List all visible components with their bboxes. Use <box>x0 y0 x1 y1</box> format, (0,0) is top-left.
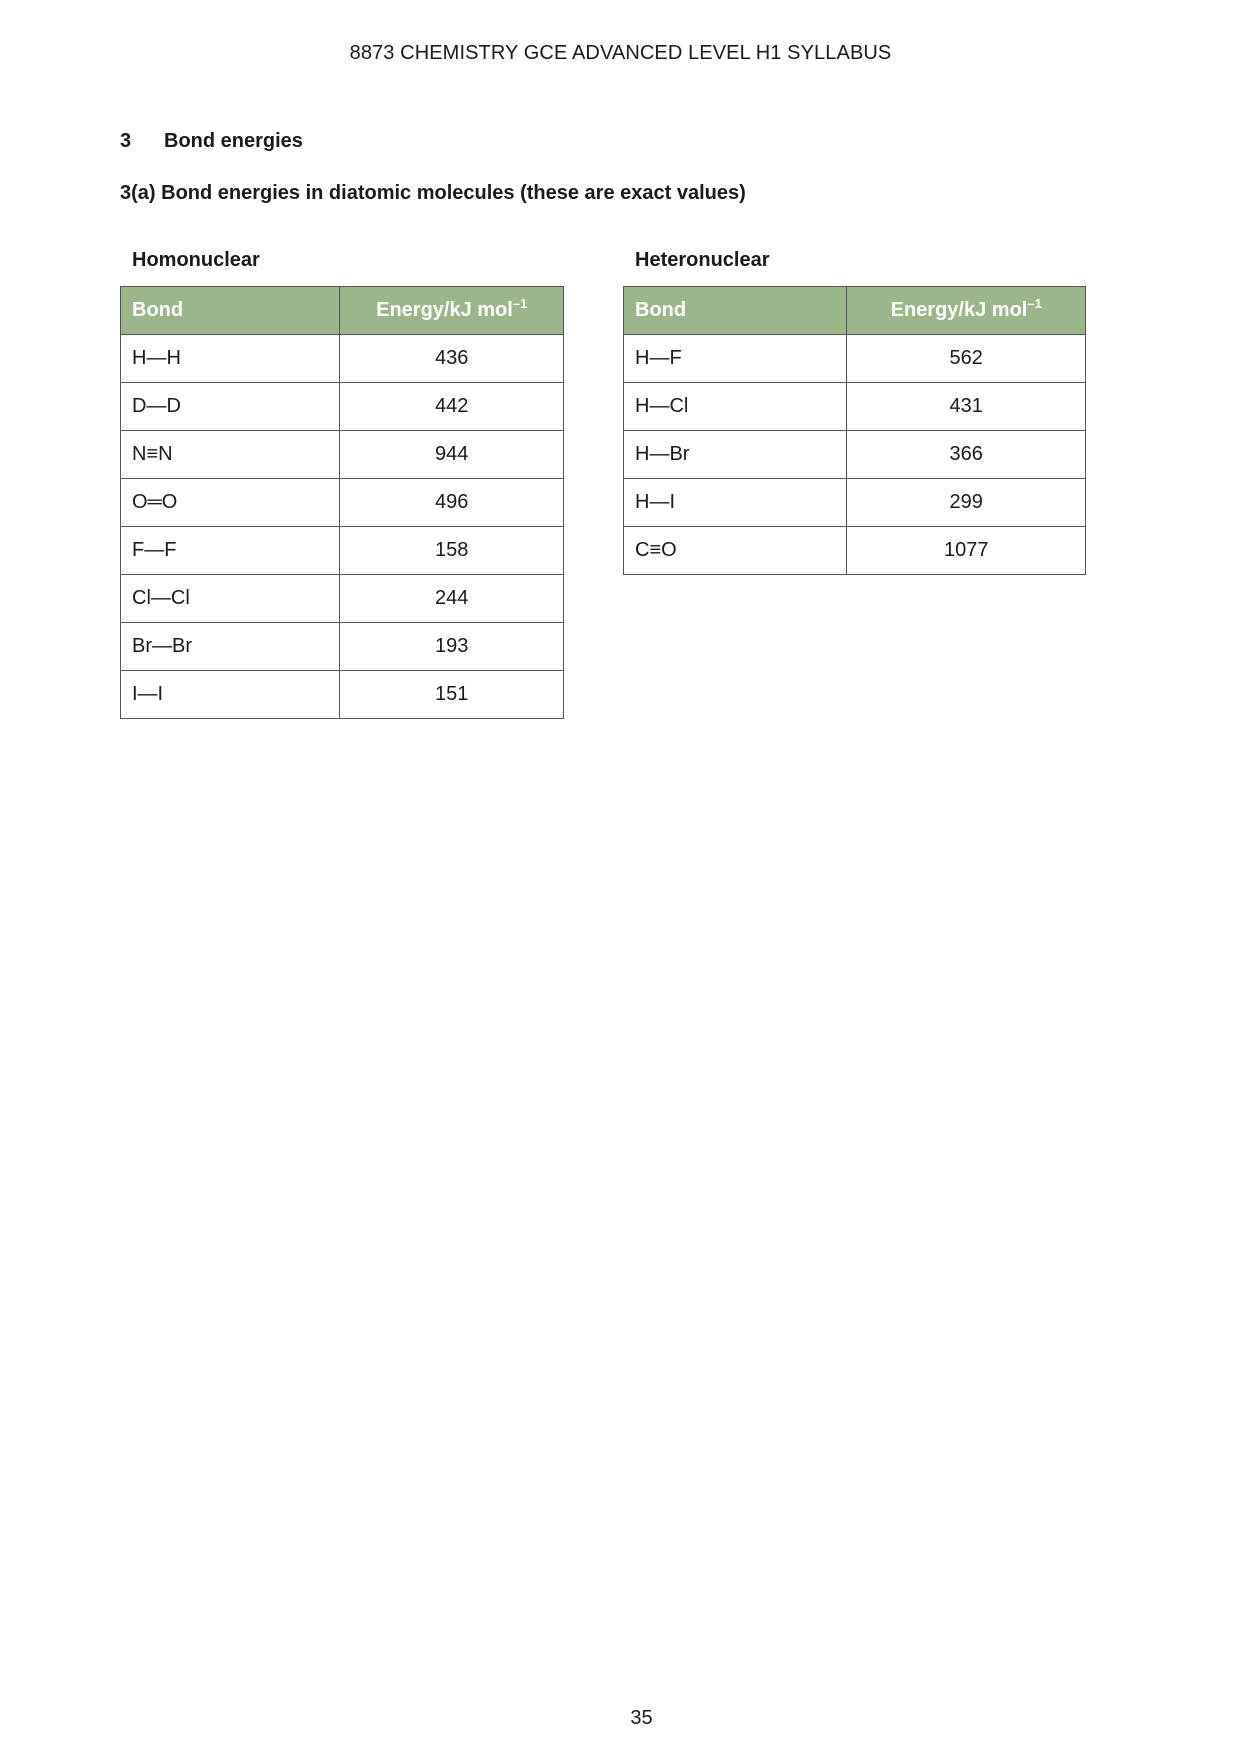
energy-unit-exponent: –1 <box>512 296 528 311</box>
bond-cell: H—F <box>624 335 847 383</box>
bond-cell: Cl—Cl <box>121 575 340 623</box>
energy-column-header <box>340 287 564 335</box>
table-row <box>121 671 564 719</box>
table-row <box>121 431 564 479</box>
energy-column-header <box>847 287 1086 335</box>
bond-cell: H—Cl <box>624 383 847 431</box>
bond-cell: H—Br <box>624 431 847 479</box>
table-header-row <box>121 287 564 335</box>
table-row <box>121 623 564 671</box>
energy-unit-label: Energy/kJ mol <box>376 299 513 321</box>
energy-cell: 366 <box>847 431 1086 479</box>
bond-column-header: Bond <box>624 287 847 335</box>
subsection-heading: 3(a) Bond energies in diatomic molecules (these are exact values) <box>120 182 746 204</box>
table-row <box>624 431 1086 479</box>
section-heading <box>120 130 303 153</box>
homonuclear-table <box>120 286 564 719</box>
energy-unit-label: Energy/kJ mol <box>890 299 1028 321</box>
table-row <box>624 527 1086 575</box>
energy-cell: 158 <box>340 527 564 575</box>
energy-cell: 944 <box>340 431 564 479</box>
energy-cell: 562 <box>847 335 1086 383</box>
bond-cell: H—I <box>624 479 847 527</box>
heteronuclear-table <box>623 286 1086 575</box>
energy-cell: 431 <box>847 383 1086 431</box>
energy-cell: 151 <box>340 671 564 719</box>
page-number: 35 <box>630 1707 653 1729</box>
bond-column-header: Bond <box>121 287 340 335</box>
table-row <box>121 527 564 575</box>
bond-cell: D—D <box>121 383 340 431</box>
section-title: Bond energies <box>164 130 303 152</box>
bond-cell: I—I <box>121 671 340 719</box>
energy-cell: 496 <box>340 479 564 527</box>
bond-cell: C≡O <box>624 527 847 575</box>
table-row <box>624 383 1086 431</box>
bond-cell: F—F <box>121 527 340 575</box>
heteronuclear-caption: Heteronuclear <box>635 249 770 271</box>
bond-cell: O═O <box>121 479 340 527</box>
table-row <box>624 479 1086 527</box>
section-number: 3 <box>120 130 132 152</box>
bond-cell: H—H <box>121 335 340 383</box>
table-row <box>121 479 564 527</box>
energy-cell: 193 <box>340 623 564 671</box>
homonuclear-caption: Homonuclear <box>132 249 260 271</box>
table-row <box>121 575 564 623</box>
bond-cell: N≡N <box>121 431 340 479</box>
table-header-row <box>624 287 1086 335</box>
page-header: 8873 CHEMISTRY GCE ADVANCED LEVEL H1 SYLLABUS <box>349 42 892 64</box>
table-row <box>121 335 564 383</box>
energy-cell: 1077 <box>847 527 1086 575</box>
energy-cell: 442 <box>340 383 564 431</box>
energy-cell: 436 <box>340 335 564 383</box>
table-row <box>624 335 1086 383</box>
bond-cell: Br—Br <box>121 623 340 671</box>
table-row <box>121 383 564 431</box>
energy-cell: 244 <box>340 575 564 623</box>
energy-cell: 299 <box>847 479 1086 527</box>
energy-unit-exponent: –1 <box>1027 296 1042 311</box>
